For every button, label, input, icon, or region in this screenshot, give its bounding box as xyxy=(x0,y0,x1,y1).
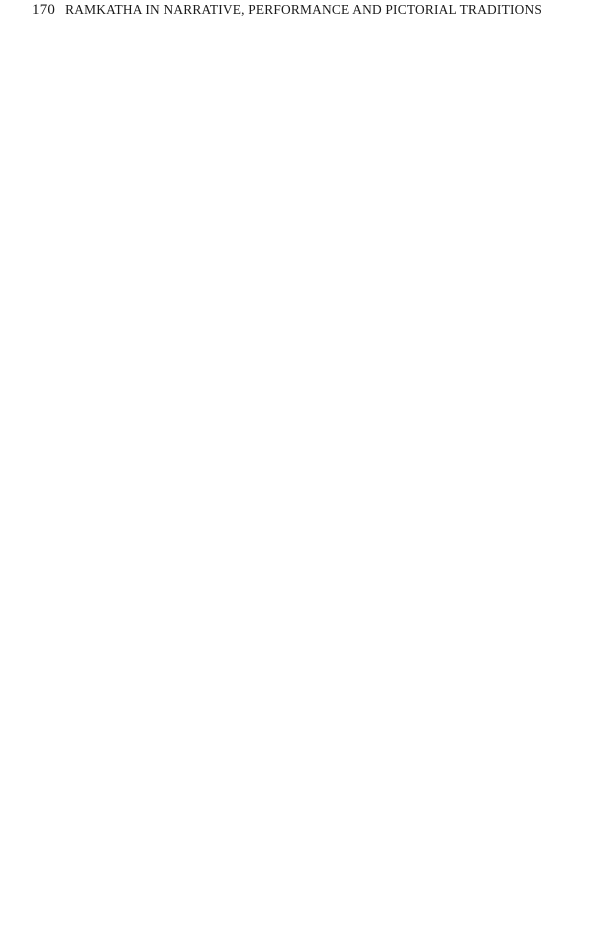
running-head-title: RAMKATHA IN NARRATIVE, PERFORMANCE AND PICTORIAL TRADITIONS xyxy=(65,2,543,17)
page-number: 170 xyxy=(32,2,56,18)
running-head xyxy=(32,0,588,30)
